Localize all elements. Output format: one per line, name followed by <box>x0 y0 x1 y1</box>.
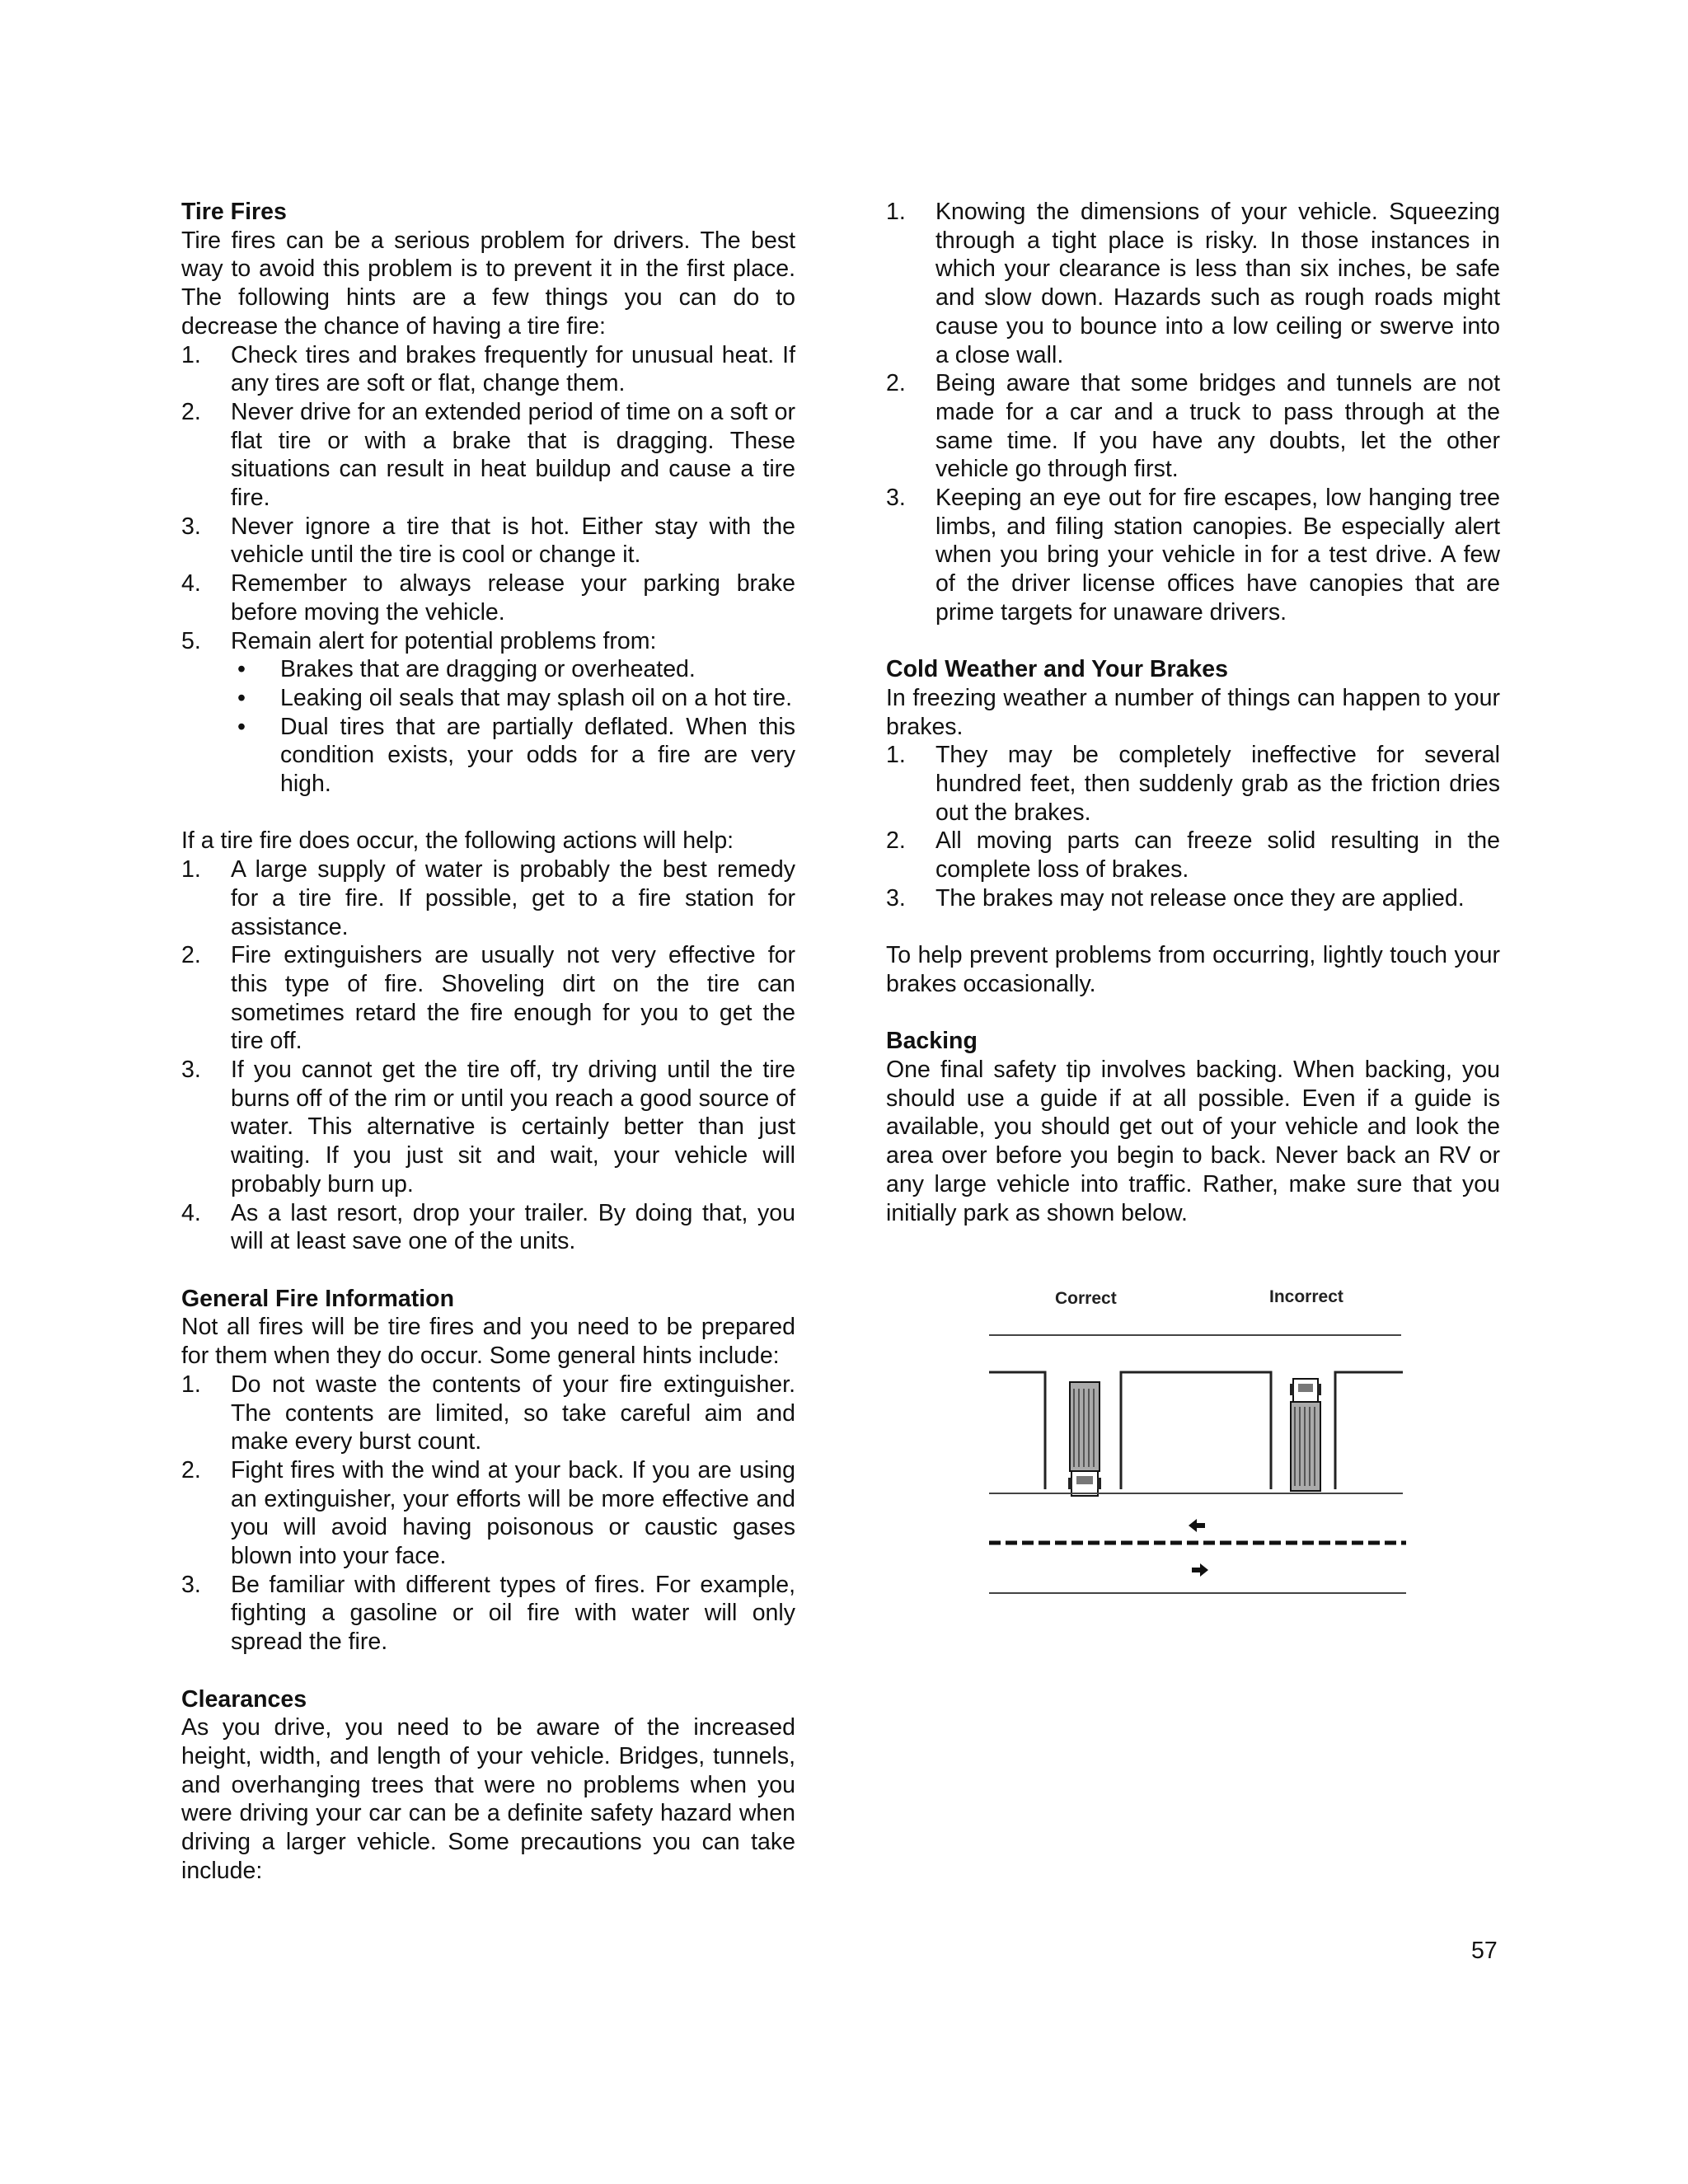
arrow-right-icon <box>1192 1563 1208 1577</box>
tire-fire-actions-list <box>181 855 795 1256</box>
list-item: 1. Check tires and brakes frequently for unusual heat. If any tires are soft or flat, change them. <box>181 341 795 397</box>
bullet-item: • Brakes that are dragging or overheated. <box>237 656 696 683</box>
bullet-item: • Leaking oil seals that may splash oil on a hot tire. <box>237 684 793 711</box>
general-fire-heading: General Fire Information <box>181 1285 454 1312</box>
left-column <box>181 198 795 1885</box>
cold-weather-heading: Cold Weather and Your Brakes <box>886 656 1228 683</box>
clearances-intro: As you drive, you need to be aware of the increased height, width, and length of your vehicle. Bridges, tunnels, and overhanging trees that were no problems when you were driving your car can be a definite safety hazard when driving a larger vehicle. Some precautions you can take include: <box>181 1714 795 1884</box>
list-item: 5. Remain alert for potential problems from: • Brakes that are dragging or overheated. • Leaking oil seals that may splash oil on a hot tire. • Dual tires that are partially deflated. When this condition exists, your odds for a fire are very high. <box>181 627 795 798</box>
list-item: 3. Keeping an eye out for fire escapes, low hanging tree limbs, and filing station canopies. Be especially alert when you bring your vehicle in for a test drive. A few of the driver license offices have canopies that are prime targets for unaware drivers. <box>886 485 1500 626</box>
bullet-item: • Dual tires that are partially deflated. When this condition exists, your odds for a fire are very high. <box>237 713 795 798</box>
right-column <box>886 198 1500 1227</box>
correct-label: Correct <box>1055 1289 1117 1308</box>
cold-weather-outro: To help prevent problems from occurring, lightly touch your brakes occasionally. <box>886 942 1500 997</box>
list-item: 4. Remember to always release your parking brake before moving the vehicle. <box>181 570 795 626</box>
backing-text: One final safety tip involves backing. When backing, you should use a guide if at all possible. Even if a guide is available, you should get out of your vehicle and look the area over before you begin to back. Never back an RV or any large vehicle into traffic. Rather, make sure that you initially park as shown below. <box>886 1057 1500 1226</box>
list-item: 3. The brakes may not release once they are applied. <box>886 884 1465 912</box>
list-item: 1. A large supply of water is probably the best remedy for a tire fire. If possible, get to a fire station for assistance. <box>181 856 795 940</box>
list-item: 4. As a last resort, drop your trailer. By doing that, you will at least save one of the units. <box>181 1199 795 1255</box>
list-item: 1. Knowing the dimensions of your vehicle. Squeezing through a tight place is risky. In those instances in which your clearance is less than six inches, be safe and slow down. Hazards such as rough roads might cause you to bounce into a low ceiling or swerve into a close wall. <box>886 199 1500 368</box>
tire-fire-actions-intro: If a tire fire does occur, the following actions will help: <box>181 827 734 855</box>
page-number: 57 <box>1471 1938 1498 1964</box>
list-item: 1. Do not waste the contents of your fire extinguisher. The contents are limited, so take careful aim and make every burst count. <box>181 1371 795 1455</box>
list-item: 2. Fight fires with the wind at your back. If you are using an extinguisher, your efforts will be more effective and you will avoid having poisonous or caustic gases blown into your face. <box>181 1456 795 1570</box>
incorrect-truck-icon <box>1290 1379 1321 1491</box>
curb-line <box>1335 1372 1403 1489</box>
general-fire-list <box>181 1371 795 1657</box>
general-fire-intro: Not all fires will be tire fires and you need to be prepared for them when they do occur. Some general hints include: <box>181 1314 795 1370</box>
cold-weather-intro: In freezing weather a number of things can happen to your brakes. <box>886 684 1500 740</box>
list-item: 2. Being aware that some bridges and tunnels are not made for a car and a truck to pass through at the same time. If you have any doubts, let the other vehicle go through first. <box>886 370 1500 483</box>
clearances-heading: Clearances <box>181 1685 307 1713</box>
list-item: 2. All moving parts can freeze solid resulting in the complete loss of brakes. <box>886 827 1500 883</box>
curb-line <box>989 1372 1045 1489</box>
list-item: 2. Fire extinguishers are usually not very effective for this type of fire. Shoveling dirt on the tire can sometimes retard the fire enough for you to get the tire off. <box>181 942 795 1055</box>
tire-fires-intro: Tire fires can be a serious problem for drivers. The best way to avoid this problem is to prevent it in the first place. The following hints are a few things you can do to decrease the chance of having a tire fire: <box>181 227 795 340</box>
correct-truck-icon <box>1068 1382 1101 1496</box>
arrow-left-icon <box>1189 1519 1205 1532</box>
tire-fires-heading: Tire Fires <box>181 199 287 225</box>
list-item: 2. Never drive for an extended period of time on a soft or flat tire or with a brake that is dragging. These situations can result in heat buildup and cause a tire fire. <box>181 398 795 512</box>
cold-weather-list <box>886 741 1500 912</box>
clearances-list <box>886 198 1500 627</box>
list-item: 1. They may be completely ineffective for several hundred feet, then suddenly grab as the friction dries out the brakes. <box>886 742 1500 826</box>
list-item: 3. Be familiar with different types of fires. For example, fighting a gasoline or oil fire with water will only spread the fire. <box>181 1571 795 1656</box>
list-item: 3. If you cannot get the tire off, try driving until the tire burns off of the rim or until you reach a good source of water. This alternative is certainly better than just waiting. If you just sit and wait, your vehicle will probably burn up. <box>181 1057 795 1197</box>
potential-problems-list <box>231 655 795 799</box>
tire-fire-hints-list <box>181 341 795 799</box>
list-item: 3. Never ignore a tire that is hot. Either stay with the vehicle until the tire is cool or change it. <box>181 513 795 569</box>
backing-heading: Backing <box>886 1028 978 1055</box>
parking-diagram <box>981 1282 1418 1611</box>
incorrect-label: Incorrect <box>1269 1287 1343 1306</box>
parking-space-outline <box>1121 1372 1271 1489</box>
